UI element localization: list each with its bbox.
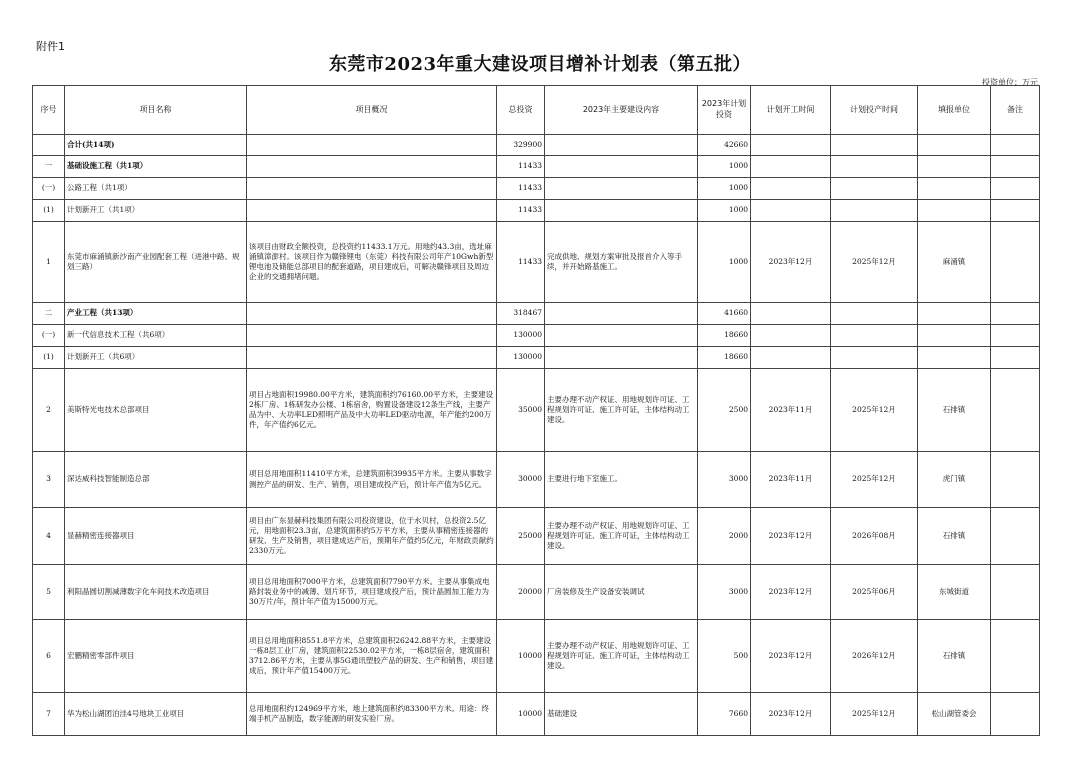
finish-time-cell (831, 200, 918, 222)
table-row (33, 178, 1040, 200)
col-header: 2023年主要建设内容 (545, 86, 698, 135)
project-name-cell: 计划新开工（共1项） (65, 200, 247, 222)
reporting-unit-cell: 石排镇 (918, 620, 991, 693)
page-title: 东莞市2023年重大建设项目增补计划表（第五批） (328, 54, 752, 75)
row-number-cell: (1) (33, 347, 65, 369)
start-time-cell (751, 200, 831, 222)
table-row (33, 200, 1040, 222)
finish-time-cell: 2025年06月 (831, 565, 918, 620)
reporting-unit-cell: 石排镇 (918, 508, 991, 565)
remark-cell (991, 347, 1040, 369)
row-number-cell: (一) (33, 325, 65, 347)
table-row (33, 222, 1040, 303)
table-row (33, 693, 1040, 736)
col-header: 填报单位 (918, 86, 991, 135)
col-header: 2023年计划投资 (698, 86, 751, 135)
build-content-cell (545, 156, 698, 178)
project-overview-cell (247, 325, 497, 347)
project-overview-cell (247, 156, 497, 178)
reporting-unit-cell (918, 200, 991, 222)
start-time-cell: 2023年12月 (751, 222, 831, 303)
remark-cell (991, 620, 1040, 693)
table-row (33, 347, 1040, 369)
row-number-cell: 5 (33, 565, 65, 620)
start-time-cell (751, 347, 831, 369)
reporting-unit-cell (918, 325, 991, 347)
start-time-cell (751, 156, 831, 178)
finish-time-cell: 2026年08月 (831, 508, 918, 565)
finish-time-cell: 2025年12月 (831, 222, 918, 303)
row-number-cell: 7 (33, 693, 65, 736)
remark-cell (991, 156, 1040, 178)
table-row (33, 369, 1040, 452)
project-overview-cell: 该项目由财政全额投资，总投资约11433.1万元。用地约43.3亩，选址麻涌镇漳澎村。该项目作为赣锋锂电（东莞）科技有限公司年产10Gwh新型锂电池及储能总部项目的配套道路，项目建成后，可解决赣锋项目及周边企业的交通拥堵问题。 (247, 222, 497, 303)
remark-cell (991, 222, 1040, 303)
table-row (33, 303, 1040, 325)
plan-investment-cell: 1000 (698, 200, 751, 222)
build-content-cell (545, 135, 698, 156)
plan-investment-cell: 18660 (698, 325, 751, 347)
table-row (33, 565, 1040, 620)
row-number-cell: 4 (33, 508, 65, 565)
table-row (33, 452, 1040, 508)
project-overview-cell (247, 303, 497, 325)
project-name-cell: 利阳晶圆切割减薄数字化车间技术改造项目 (65, 565, 247, 620)
remark-cell (991, 508, 1040, 565)
col-header: 备注 (991, 86, 1040, 135)
build-content-cell: 基础建设 (545, 693, 698, 736)
build-content-cell (545, 178, 698, 200)
investment-unit: 投资单位：万元 (982, 78, 1038, 87)
start-time-cell (751, 303, 831, 325)
total-investment-cell: 10000 (497, 693, 545, 736)
reporting-unit-cell (918, 303, 991, 325)
project-name-cell: 深达威科技智能制造总部 (65, 452, 247, 508)
project-overview-cell: 项目由广东显赫科技集团有限公司投资建设，位于水贝村，总投资2.5亿元，用地面积23.3亩，总建筑面积约5万平方米，主要从事精密连接器的研发、生产及销售，项目建成达产后，预期年产值约5亿元，年财政贡献约2330万元。 (247, 508, 497, 565)
project-name-cell: 美斯特光电技术总部项目 (65, 369, 247, 452)
row-number-cell: 1 (33, 222, 65, 303)
total-investment-cell: 11433 (497, 156, 545, 178)
start-time-cell: 2023年12月 (751, 620, 831, 693)
project-overview-cell (247, 347, 497, 369)
reporting-unit-cell: 虎门镇 (918, 452, 991, 508)
finish-time-cell (831, 347, 918, 369)
plan-investment-cell: 7660 (698, 693, 751, 736)
start-time-cell: 2023年12月 (751, 565, 831, 620)
reporting-unit-cell: 麻涌镇 (918, 222, 991, 303)
project-name-cell: 显赫精密连接器项目 (65, 508, 247, 565)
finish-time-cell (831, 303, 918, 325)
remark-cell (991, 303, 1040, 325)
plan-investment-cell: 1000 (698, 156, 751, 178)
table-row (33, 135, 1040, 156)
total-investment-cell: 130000 (497, 325, 545, 347)
total-investment-cell: 20000 (497, 565, 545, 620)
table-row (33, 325, 1040, 347)
start-time-cell (751, 178, 831, 200)
remark-cell (991, 693, 1040, 736)
reporting-unit-cell: 松山湖管委会 (918, 693, 991, 736)
project-overview-cell: 总用地面积约124969平方米，地上建筑面积约83300平方米。用途：终端手机产品制造，数字能源的研发实验厂房。 (247, 693, 497, 736)
build-content-cell: 主要进行地下室施工。 (545, 452, 698, 508)
plan-investment-cell: 42660 (698, 135, 751, 156)
finish-time-cell (831, 325, 918, 347)
table-header-row (33, 86, 1040, 135)
plan-investment-cell: 1000 (698, 222, 751, 303)
project-overview-cell: 项目总用地面积7000平方米，总建筑面积7790平方米。主要从事集成电路封装业务中的减薄、划片环节，项目建成投产后，预计晶圆加工能力为30万片/年，预计年产值为15000万元。 (247, 565, 497, 620)
start-time-cell: 2023年11月 (751, 452, 831, 508)
total-investment-cell: 30000 (497, 452, 545, 508)
project-overview-cell: 项目总用地面积8551.8平方米，总建筑面积26242.88平方米，主要建设一栋8层工业厂房，建筑面积22530.02平方米，一栋8层宿舍，建筑面积3712.86平方米，主要从事5G通讯塑胶产品的研发、生产和销售，项目建成后，预计年产值15400万元。 (247, 620, 497, 693)
plan-investment-cell: 2000 (698, 508, 751, 565)
project-name-cell: 东莞市麻涌镇新沙南产业园配套工程（进港中路、规划三路） (65, 222, 247, 303)
project-overview-cell (247, 200, 497, 222)
plan-investment-cell: 18660 (698, 347, 751, 369)
total-investment-cell: 35000 (497, 369, 545, 452)
build-content-cell: 主要办理不动产权证、用地规划许可证、工程规划许可证、施工许可证，主体结构动工建设。 (545, 508, 698, 565)
total-investment-cell: 329900 (497, 135, 545, 156)
build-content-cell: 厂房装修及生产设备安装调试 (545, 565, 698, 620)
total-investment-cell: 11433 (497, 222, 545, 303)
remark-cell (991, 452, 1040, 508)
col-header: 序号 (33, 86, 65, 135)
reporting-unit-cell (918, 178, 991, 200)
plan-investment-cell: 41660 (698, 303, 751, 325)
total-investment-cell: 130000 (497, 347, 545, 369)
table-row (33, 156, 1040, 178)
project-overview-cell: 项目总用地面积11410平方米，总建筑面积39935平方米。主要从事数字测控产品的研发、生产、销售，项目建成投产后，预计年产值为5亿元。 (247, 452, 497, 508)
remark-cell (991, 200, 1040, 222)
col-header: 计划投产时间 (831, 86, 918, 135)
build-content-cell (545, 347, 698, 369)
total-investment-cell: 10000 (497, 620, 545, 693)
row-number-cell: (一) (33, 178, 65, 200)
project-name-cell: 公路工程（共1项） (65, 178, 247, 200)
reporting-unit-cell (918, 135, 991, 156)
project-overview-cell: 项目占地面积19980.00平方米，建筑面积约76160.00平方米，主要建设2栋厂房、1栋研发办公楼、1栋宿舍，购置设备建设12条生产线，主要产品为中、大功率LED照明产品及中大功率LED驱动电源，年产能约200万件，年产值约6亿元。 (247, 369, 497, 452)
col-header: 项目概况 (247, 86, 497, 135)
total-investment-cell: 11433 (497, 200, 545, 222)
project-name-cell: 产业工程（共13项） (65, 303, 247, 325)
start-time-cell: 2023年12月 (751, 693, 831, 736)
finish-time-cell (831, 156, 918, 178)
col-header: 总投资 (497, 86, 545, 135)
project-overview-cell (247, 178, 497, 200)
build-content-cell: 主要办理不动产权证、用地规划许可证、工程规划许可证、施工许可证，主体结构动工建设。 (545, 369, 698, 452)
reporting-unit-cell (918, 156, 991, 178)
remark-cell (991, 135, 1040, 156)
project-name-cell: 宏鹏精密零部件项目 (65, 620, 247, 693)
col-header: 项目名称 (65, 86, 247, 135)
row-number-cell: 2 (33, 369, 65, 452)
project-name-cell: 基础设施工程（共1项） (65, 156, 247, 178)
build-content-cell: 主要办理不动产权证、用地规划许可证、工程规划许可证、施工许可证，主体结构动工建设。 (545, 620, 698, 693)
plan-investment-cell: 500 (698, 620, 751, 693)
build-content-cell (545, 303, 698, 325)
finish-time-cell: 2026年12月 (831, 620, 918, 693)
project-name-cell: 新一代信息技术工程（共6项） (65, 325, 247, 347)
reporting-unit-cell (918, 347, 991, 369)
build-content-cell: 完成供地、规划方案审批及报首介入等手续，并开始路基施工。 (545, 222, 698, 303)
build-content-cell (545, 200, 698, 222)
row-number-cell: (1) (33, 200, 65, 222)
start-time-cell (751, 325, 831, 347)
project-overview-cell (247, 135, 497, 156)
total-investment-cell: 11433 (497, 178, 545, 200)
row-number-cell: 6 (33, 620, 65, 693)
row-number-cell: 3 (33, 452, 65, 508)
table-row (33, 620, 1040, 693)
finish-time-cell: 2025年12月 (831, 369, 918, 452)
total-investment-cell: 318467 (497, 303, 545, 325)
project-name-cell: 华为松山湖团泊洼4号地块工业项目 (65, 693, 247, 736)
project-name-cell: 合计(共14项) (65, 135, 247, 156)
remark-cell (991, 325, 1040, 347)
build-content-cell (545, 325, 698, 347)
row-number-cell: 二 (33, 303, 65, 325)
start-time-cell: 2023年11月 (751, 369, 831, 452)
plan-investment-cell: 3000 (698, 452, 751, 508)
project-table (32, 85, 1040, 736)
project-name-cell: 计划新开工（共6项） (65, 347, 247, 369)
total-investment-cell: 25000 (497, 508, 545, 565)
col-header: 计划开工时间 (751, 86, 831, 135)
finish-time-cell: 2025年12月 (831, 452, 918, 508)
plan-investment-cell: 3000 (698, 565, 751, 620)
plan-investment-cell: 1000 (698, 178, 751, 200)
table-row (33, 508, 1040, 565)
row-number-cell (33, 135, 65, 156)
attachment-label: 附件1 (36, 40, 65, 53)
remark-cell (991, 369, 1040, 452)
start-time-cell (751, 135, 831, 156)
remark-cell (991, 565, 1040, 620)
finish-time-cell (831, 178, 918, 200)
start-time-cell: 2023年12月 (751, 508, 831, 565)
finish-time-cell (831, 135, 918, 156)
row-number-cell: 一 (33, 156, 65, 178)
finish-time-cell: 2025年12月 (831, 693, 918, 736)
plan-investment-cell: 2500 (698, 369, 751, 452)
reporting-unit-cell: 东城街道 (918, 565, 991, 620)
reporting-unit-cell: 石排镇 (918, 369, 991, 452)
remark-cell (991, 178, 1040, 200)
